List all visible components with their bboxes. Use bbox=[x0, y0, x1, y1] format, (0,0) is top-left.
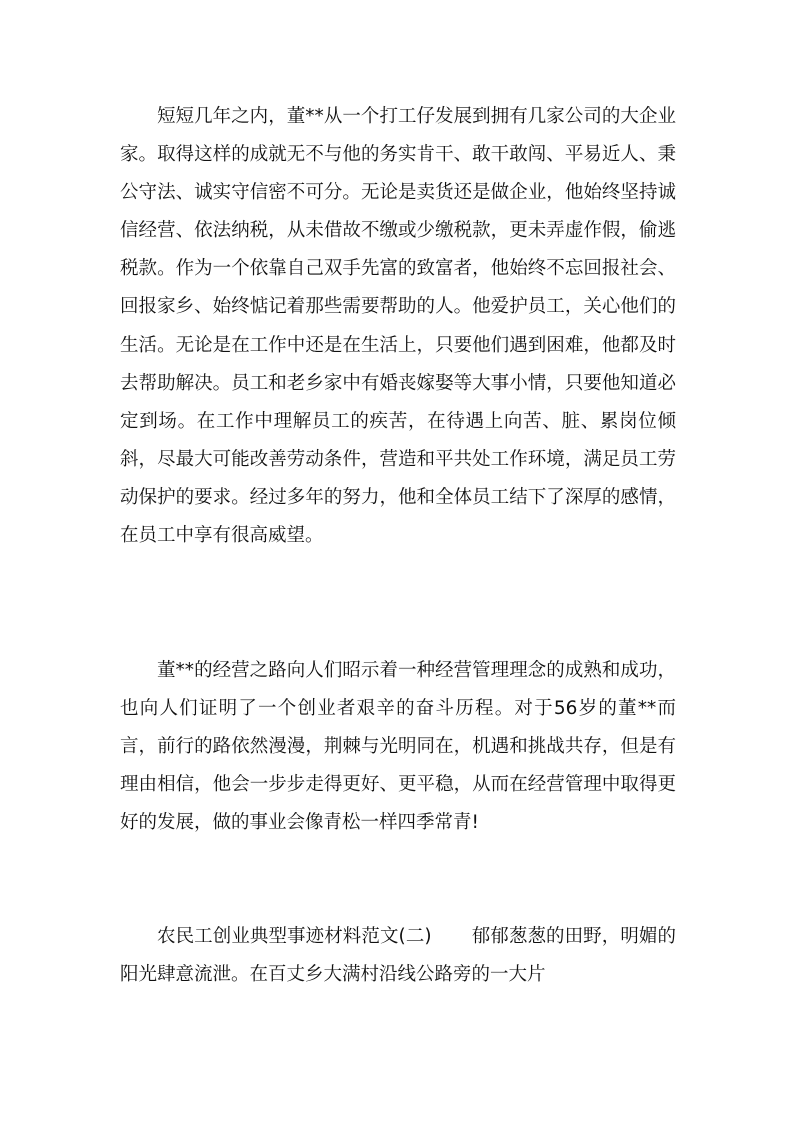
body-paragraph-2 bbox=[120, 652, 676, 842]
paragraph-text: 董**的经营之路向人们昭示着一种经营管理理念的成熟和成功，也向人们证明了一个创业者艰辛的奋斗历程。对于56岁的董**而言，前行的路依然漫漫，荆棘与光明同在，机遇和挑战共存，但是有理由相信，他会一步步走得更好、更平稳，从而在经营管理中取得更好的发展，做的事业会像青松一样四季常青! bbox=[120, 660, 676, 834]
paragraph-text: 短短几年之内，董**从一个打工仔发展到拥有几家公司的大企业家。取得这样的成就无不与他的务实肯干、敢干敢闯、平易近人、秉公守法、诚实守信密不可分。无论是卖货还是做企业，他始终坚持诚信经营、依法纳税，从未借故不缴或少缴税款，更未弄虚作假，偷逃税款。作为一个依靠自己双手先富的致富者，他始终不忘回报社会、回报家乡、始终惦记着那些需要帮助的人。他爱护员工，关心他们的生活。无论是在工作中还是在生活上，只要他们遇到困难，他都及时去帮助解决。员工和老乡家中有婚丧嫁娶等大事小情，只要他知道必定到场。在工作中理解员工的疾苦，在待遇上向苦、脏、累岗位倾斜，尽最大可能改善劳动条件，营造和平共处工作环境，满足员工劳动保护的要求。经过多年的努力，他和全体员工结下了深厚的感情，在员工中享有很高威望。 bbox=[120, 106, 676, 547]
section-title: 农民工创业典型事迹材料范文(二) bbox=[157, 926, 432, 947]
body-paragraph-3 bbox=[120, 918, 676, 994]
section-opening-text: 郁郁葱葱的田野，明媚的阳光肆意流泄。在百丈乡大满村沿线公路旁的一大片 bbox=[120, 926, 676, 986]
body-paragraph-1 bbox=[120, 98, 676, 555]
section-start bbox=[120, 918, 676, 994]
